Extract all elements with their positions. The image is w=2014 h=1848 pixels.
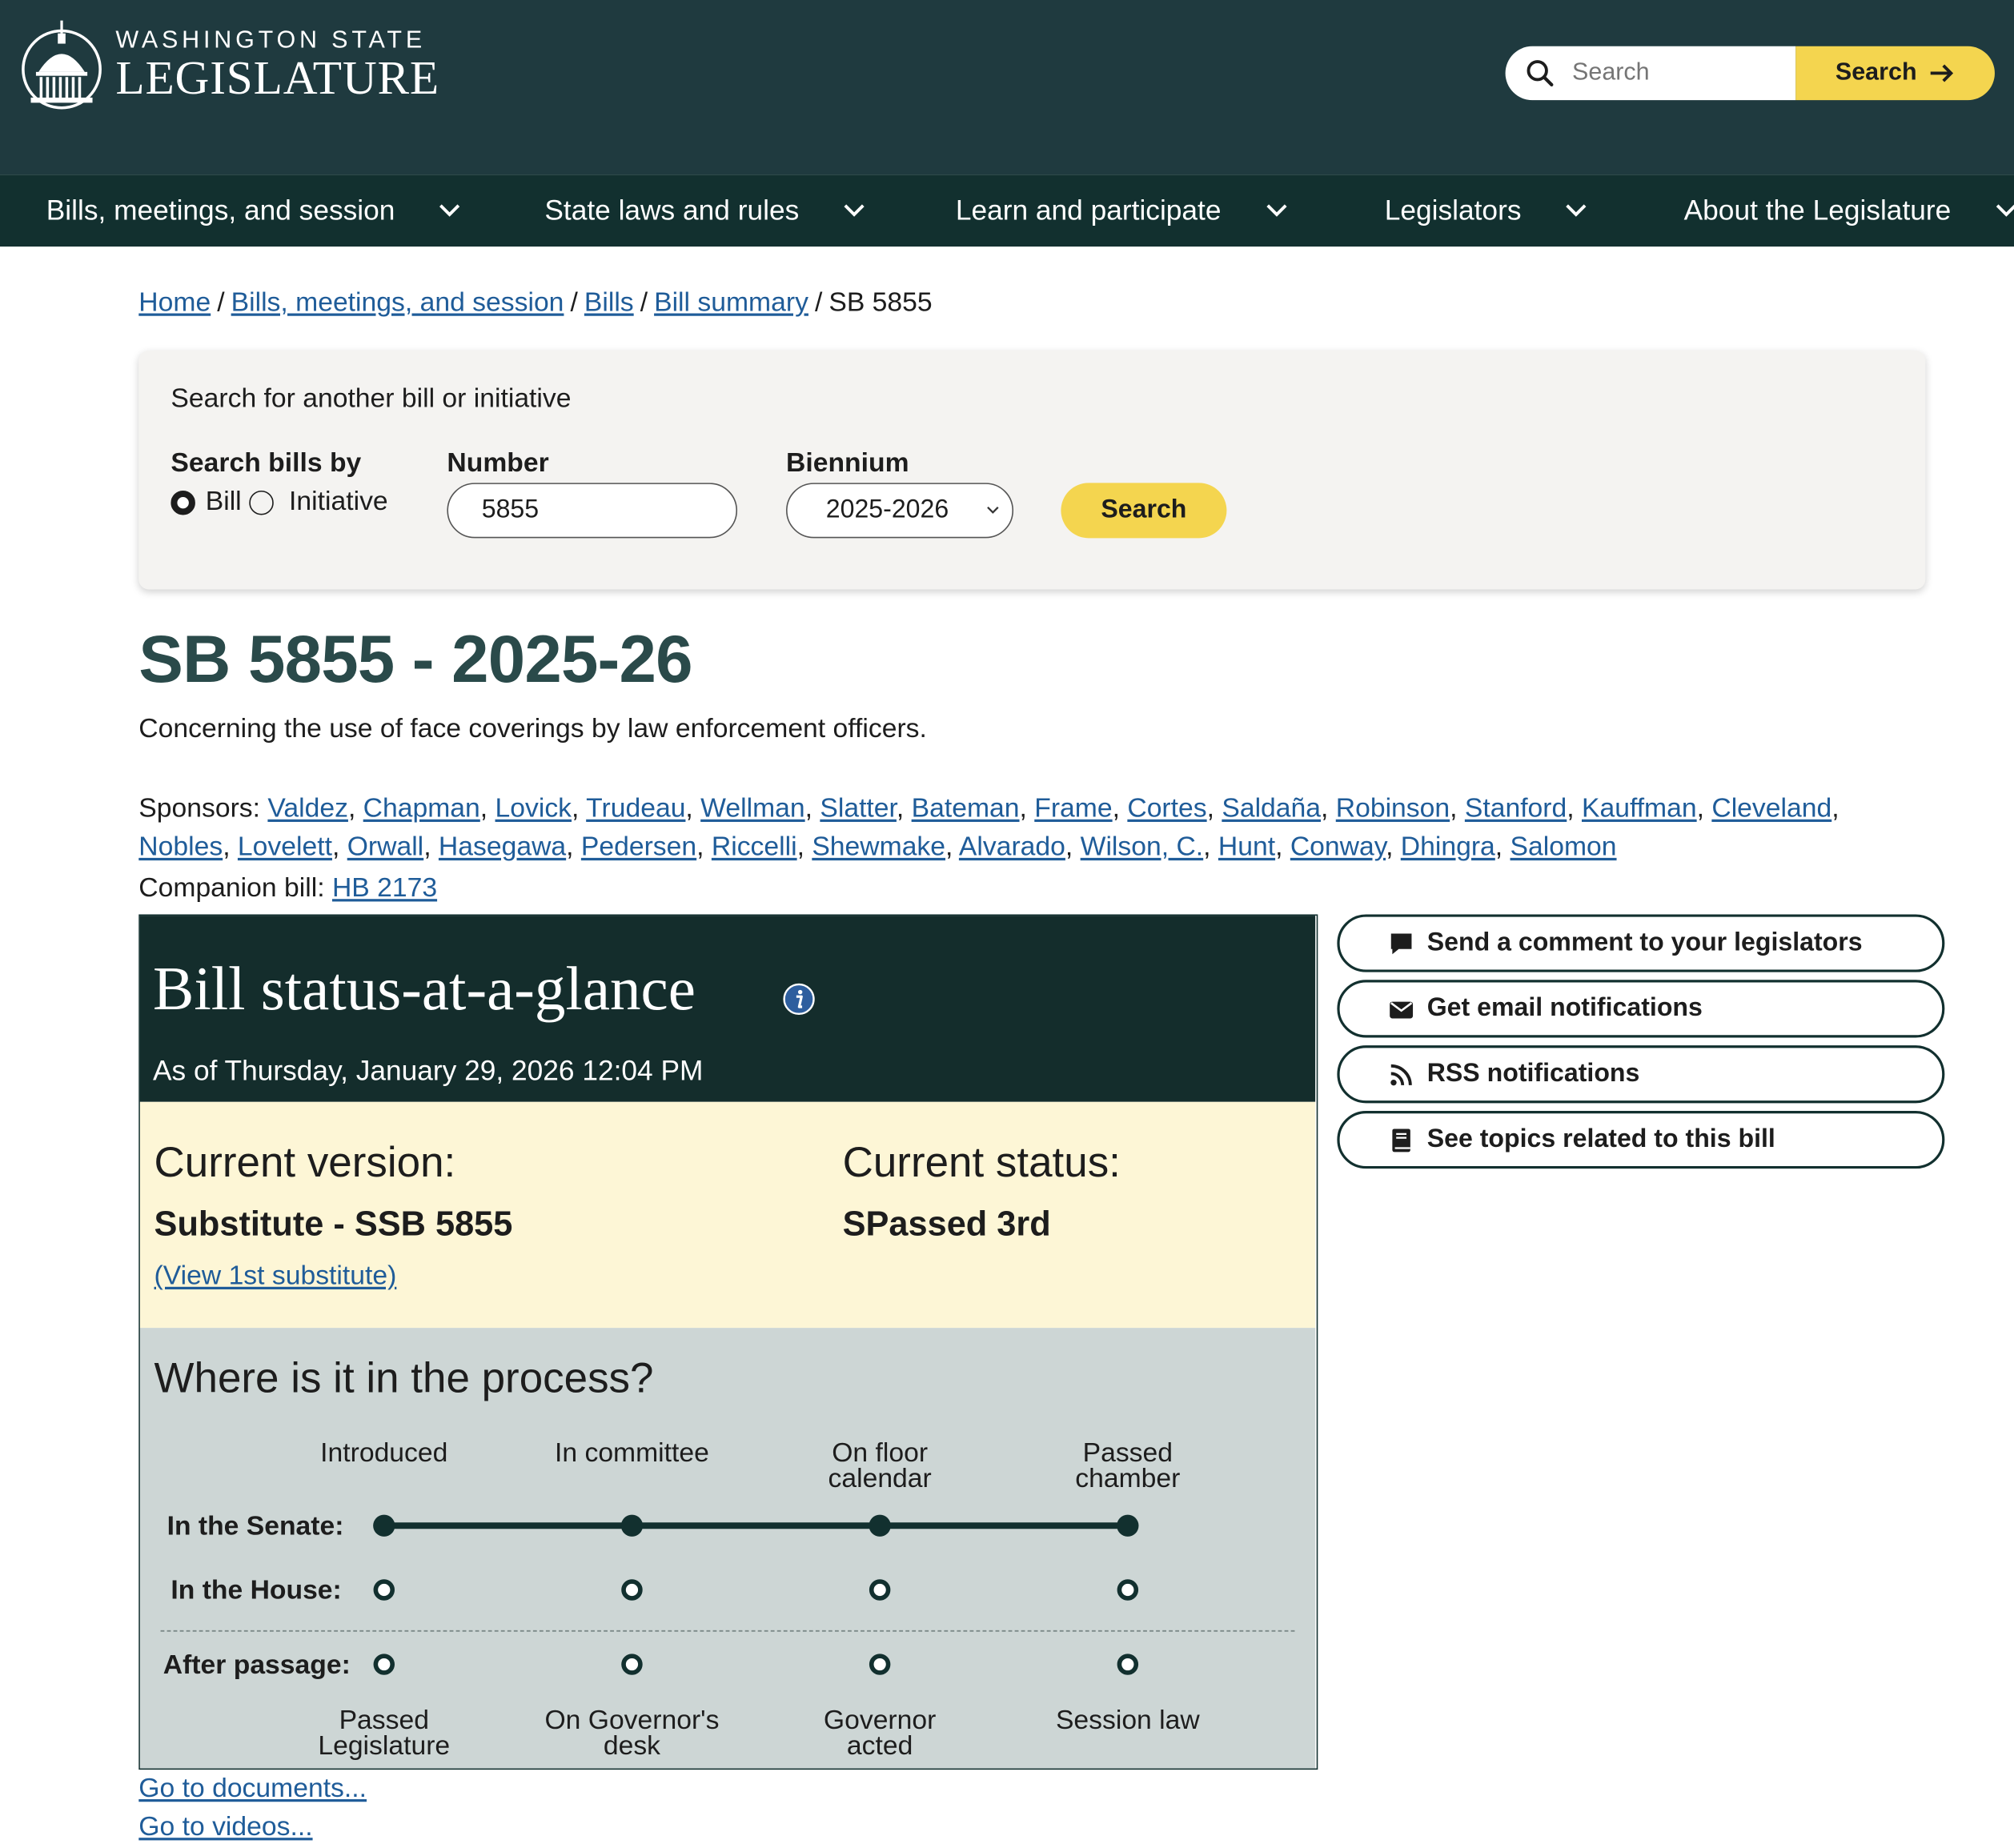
house-step-pending — [624, 1581, 640, 1598]
after-passage-label: Governor — [823, 1705, 937, 1735]
nav-legislators[interactable] — [1385, 174, 1588, 247]
info-icon[interactable] — [782, 983, 816, 1016]
envelope-icon — [1389, 996, 1414, 1021]
after-passage-label: On Governor's — [544, 1705, 720, 1735]
sponsor-link[interactable]: Saldaña — [1222, 793, 1322, 824]
biennium-label: Biennium — [786, 448, 909, 478]
sponsor-link[interactable]: Valdez — [267, 793, 348, 824]
chevron-down-icon — [1995, 203, 2014, 218]
process-tracker — [140, 1328, 1315, 1768]
search-by-label: Search bills by — [171, 448, 362, 478]
biennium-select[interactable] — [786, 483, 1013, 538]
sponsor-link[interactable]: Bateman — [911, 793, 1020, 824]
sponsor-link[interactable]: Hasegawa — [438, 832, 567, 862]
bill-description: Concerning the use of face coverings by law enforcement officers. — [138, 714, 927, 744]
house-step-pending — [1119, 1581, 1136, 1598]
search-icon — [1526, 59, 1554, 87]
book-icon — [1389, 1127, 1414, 1152]
rss-notifications-button[interactable] — [1337, 1045, 1944, 1103]
nav-about-legislature[interactable] — [1684, 174, 2014, 247]
bill-search-panel — [138, 351, 1925, 589]
send-comment-button[interactable] — [1337, 914, 1944, 972]
rss-notifications-label: RSS notifications — [1426, 1059, 1640, 1088]
sponsor-link[interactable]: Frame — [1034, 793, 1113, 824]
bill-number-input[interactable]: 5855 — [447, 483, 737, 538]
status-heading: Bill status-at-a-glance — [152, 955, 696, 1024]
sponsor-link[interactable]: Orwall — [347, 832, 424, 862]
sponsor-link[interactable]: Robinson — [1335, 793, 1450, 824]
after-passage-label: Legislature — [318, 1730, 451, 1761]
site-search-button[interactable] — [1796, 46, 1995, 100]
number-label: Number — [447, 448, 549, 478]
sponsors-row-2: Nobles, Lovelett, Orwall, Hasegawa, Pedersen, Riccelli, Shewmake, Alvarado, Wilson, C., Hunt, Conway, Dhingra, Salomon — [138, 832, 1617, 862]
current-version-label: Current version: — [154, 1137, 456, 1186]
sponsor-link[interactable]: Hunt — [1218, 832, 1276, 862]
capitol-dome-icon — [21, 18, 103, 113]
status-as-of: As of Thursday, January 29, 2026 12:04 PM — [152, 1054, 704, 1087]
breadcrumb-bills[interactable]: Bills — [584, 287, 634, 318]
after-passage-label: acted — [846, 1730, 913, 1761]
nav-state-laws-rules[interactable] — [544, 174, 865, 247]
site-search-button-label: Search — [1835, 58, 1917, 86]
sponsor-link[interactable]: Slatter — [820, 793, 897, 824]
related-topics-button[interactable] — [1337, 1111, 1944, 1169]
stage-label: calendar — [828, 1464, 932, 1494]
related-topics-label: See topics related to this bill — [1426, 1124, 1775, 1153]
radio-bill-label: Bill — [205, 487, 242, 517]
after-passage-label: Session law — [1055, 1705, 1200, 1735]
arrow-right-icon — [1930, 63, 1956, 84]
nav-label: Legislators — [1384, 194, 1522, 226]
nav-learn-participate[interactable] — [956, 174, 1288, 247]
email-notifications-button[interactable] — [1337, 980, 1944, 1037]
go-to-documents-link[interactable]: Go to documents... — [138, 1773, 367, 1803]
process-title: Where is it in the process? — [154, 1353, 654, 1401]
sponsor-link[interactable]: Dhingra — [1400, 832, 1495, 862]
companion-bill-link[interactable]: HB 2173 — [331, 873, 438, 904]
after-passage-step-pending — [375, 1656, 392, 1673]
sponsor-link[interactable]: Wilson, C. — [1080, 832, 1204, 862]
nav-label: Learn and participate — [955, 194, 1222, 226]
sponsor-link[interactable]: Salomon — [1510, 832, 1617, 862]
site-search-field[interactable] — [1506, 46, 1796, 100]
go-to-videos-link[interactable]: Go to videos... — [138, 1812, 313, 1842]
sponsor-link[interactable]: Pedersen — [580, 832, 697, 862]
breadcrumb-home[interactable]: Home — [138, 287, 211, 318]
logo-line-1: WASHINGTON STATE — [115, 26, 426, 54]
sponsor-link[interactable]: Chapman — [363, 793, 480, 824]
after-passage-step-pending — [624, 1656, 640, 1673]
radio-initiative-label: Initiative — [289, 487, 388, 517]
chevron-down-icon — [1565, 203, 1588, 218]
sponsor-link[interactable]: Shewmake — [812, 832, 946, 862]
bill-title: SB 5855 - 2025-26 — [138, 623, 692, 698]
chevron-down-icon — [1265, 203, 1288, 218]
radio-initiative[interactable] — [249, 490, 273, 514]
site-search-input[interactable] — [1570, 58, 1763, 89]
sponsors — [138, 790, 1898, 867]
nav-bills-meetings-session[interactable] — [46, 174, 462, 247]
search-by-options — [171, 487, 387, 518]
send-comment-label: Send a comment to your legislators — [1426, 928, 1863, 957]
row-label-house: In the House: — [171, 1575, 342, 1605]
bill-search-title: Search for another bill or initiative — [171, 383, 572, 414]
sponsor-link[interactable]: Nobles — [138, 832, 223, 862]
stage-label: On floor — [832, 1438, 929, 1469]
current-status-label: Current status: — [842, 1137, 1121, 1186]
status-header — [140, 916, 1315, 1102]
breadcrumb: Home / Bills, meetings, and session / Bills / Bill summary / SB 5855 — [138, 287, 933, 318]
chevron-down-icon — [843, 203, 866, 218]
companion-label: Companion bill: — [138, 873, 325, 904]
sponsors-row-1: Valdez, Chapman, Lovick, Trudeau, Wellman, Slatter, Bateman, Frame, Cortes, Saldaña, Robinson, Stanford, Kauffman, Cleveland, — [267, 793, 1839, 824]
row-label-after-passage: After passage: — [162, 1650, 351, 1680]
site-logo[interactable] — [21, 18, 439, 113]
comment-icon — [1389, 931, 1414, 956]
after-passage-step-pending — [1119, 1656, 1136, 1673]
senate-step-complete — [1117, 1515, 1138, 1537]
biennium-value: 2025-2026 — [825, 495, 949, 524]
senate-step-complete — [373, 1515, 395, 1537]
sponsor-link[interactable]: Riccelli — [711, 832, 797, 862]
radio-bill[interactable] — [171, 490, 195, 514]
senate-step-complete — [621, 1515, 643, 1537]
site-search — [1506, 46, 1995, 100]
nav-label: Bills, meetings, and session — [46, 194, 395, 226]
senate-step-complete — [869, 1515, 891, 1537]
after-passage-label: desk — [603, 1730, 661, 1761]
sponsor-link[interactable]: Lovelett — [237, 832, 332, 862]
logo-line-2: LEGISLATURE — [115, 52, 440, 106]
sponsor-link[interactable]: Conway — [1290, 832, 1386, 862]
stage-label: chamber — [1075, 1464, 1181, 1494]
chevron-down-icon — [439, 203, 462, 218]
sponsor-link[interactable]: Stanford — [1464, 793, 1567, 824]
house-step-pending — [872, 1581, 889, 1598]
site-header — [0, 0, 2014, 174]
rss-icon — [1389, 1061, 1414, 1087]
row-label-senate: In the Senate: — [166, 1511, 344, 1541]
main-nav — [0, 174, 2014, 247]
breadcrumb-bill-summary[interactable]: Bill summary — [654, 287, 808, 318]
sponsor-link[interactable]: Kauffman — [1581, 793, 1697, 824]
stage-label: In committee — [555, 1438, 709, 1469]
house-step-pending — [375, 1581, 392, 1598]
after-passage-step-pending — [872, 1656, 889, 1673]
companion-bill — [138, 873, 437, 904]
stage-label: Introduced — [320, 1438, 448, 1469]
after-passage-label: Passed — [339, 1705, 429, 1735]
sponsor-link[interactable]: Cleveland — [1711, 793, 1832, 824]
chevron-down-icon — [986, 505, 999, 515]
sponsors-label: Sponsors: — [138, 793, 261, 824]
current-status-value: SPassed 3rd — [842, 1205, 1051, 1244]
nav-label: About the Legislature — [1683, 194, 1952, 226]
view-substitute-link[interactable]: (View 1st substitute) — [154, 1261, 397, 1291]
current-version-value: Substitute - SSB 5855 — [154, 1205, 513, 1244]
process-panel — [140, 1328, 1315, 1768]
bill-status-box — [138, 914, 1318, 1770]
sponsor-link[interactable]: Alvarado — [958, 832, 1065, 862]
email-notifications-label: Get email notifications — [1426, 993, 1703, 1023]
sponsor-link[interactable]: Lovick — [495, 793, 572, 824]
sponsor-link[interactable]: Cortes — [1127, 793, 1207, 824]
sponsor-link[interactable]: Wellman — [700, 793, 805, 824]
stage-label: Passed — [1082, 1438, 1173, 1469]
bill-search-button[interactable]: Search — [1061, 483, 1226, 538]
breadcrumb-current: SB 5855 — [828, 287, 933, 318]
current-version-panel — [140, 1102, 1315, 1328]
nav-label: State laws and rules — [544, 194, 800, 226]
sponsor-link[interactable]: Trudeau — [586, 793, 686, 824]
breadcrumb-bills-meetings-session[interactable]: Bills, meetings, and session — [231, 287, 564, 318]
